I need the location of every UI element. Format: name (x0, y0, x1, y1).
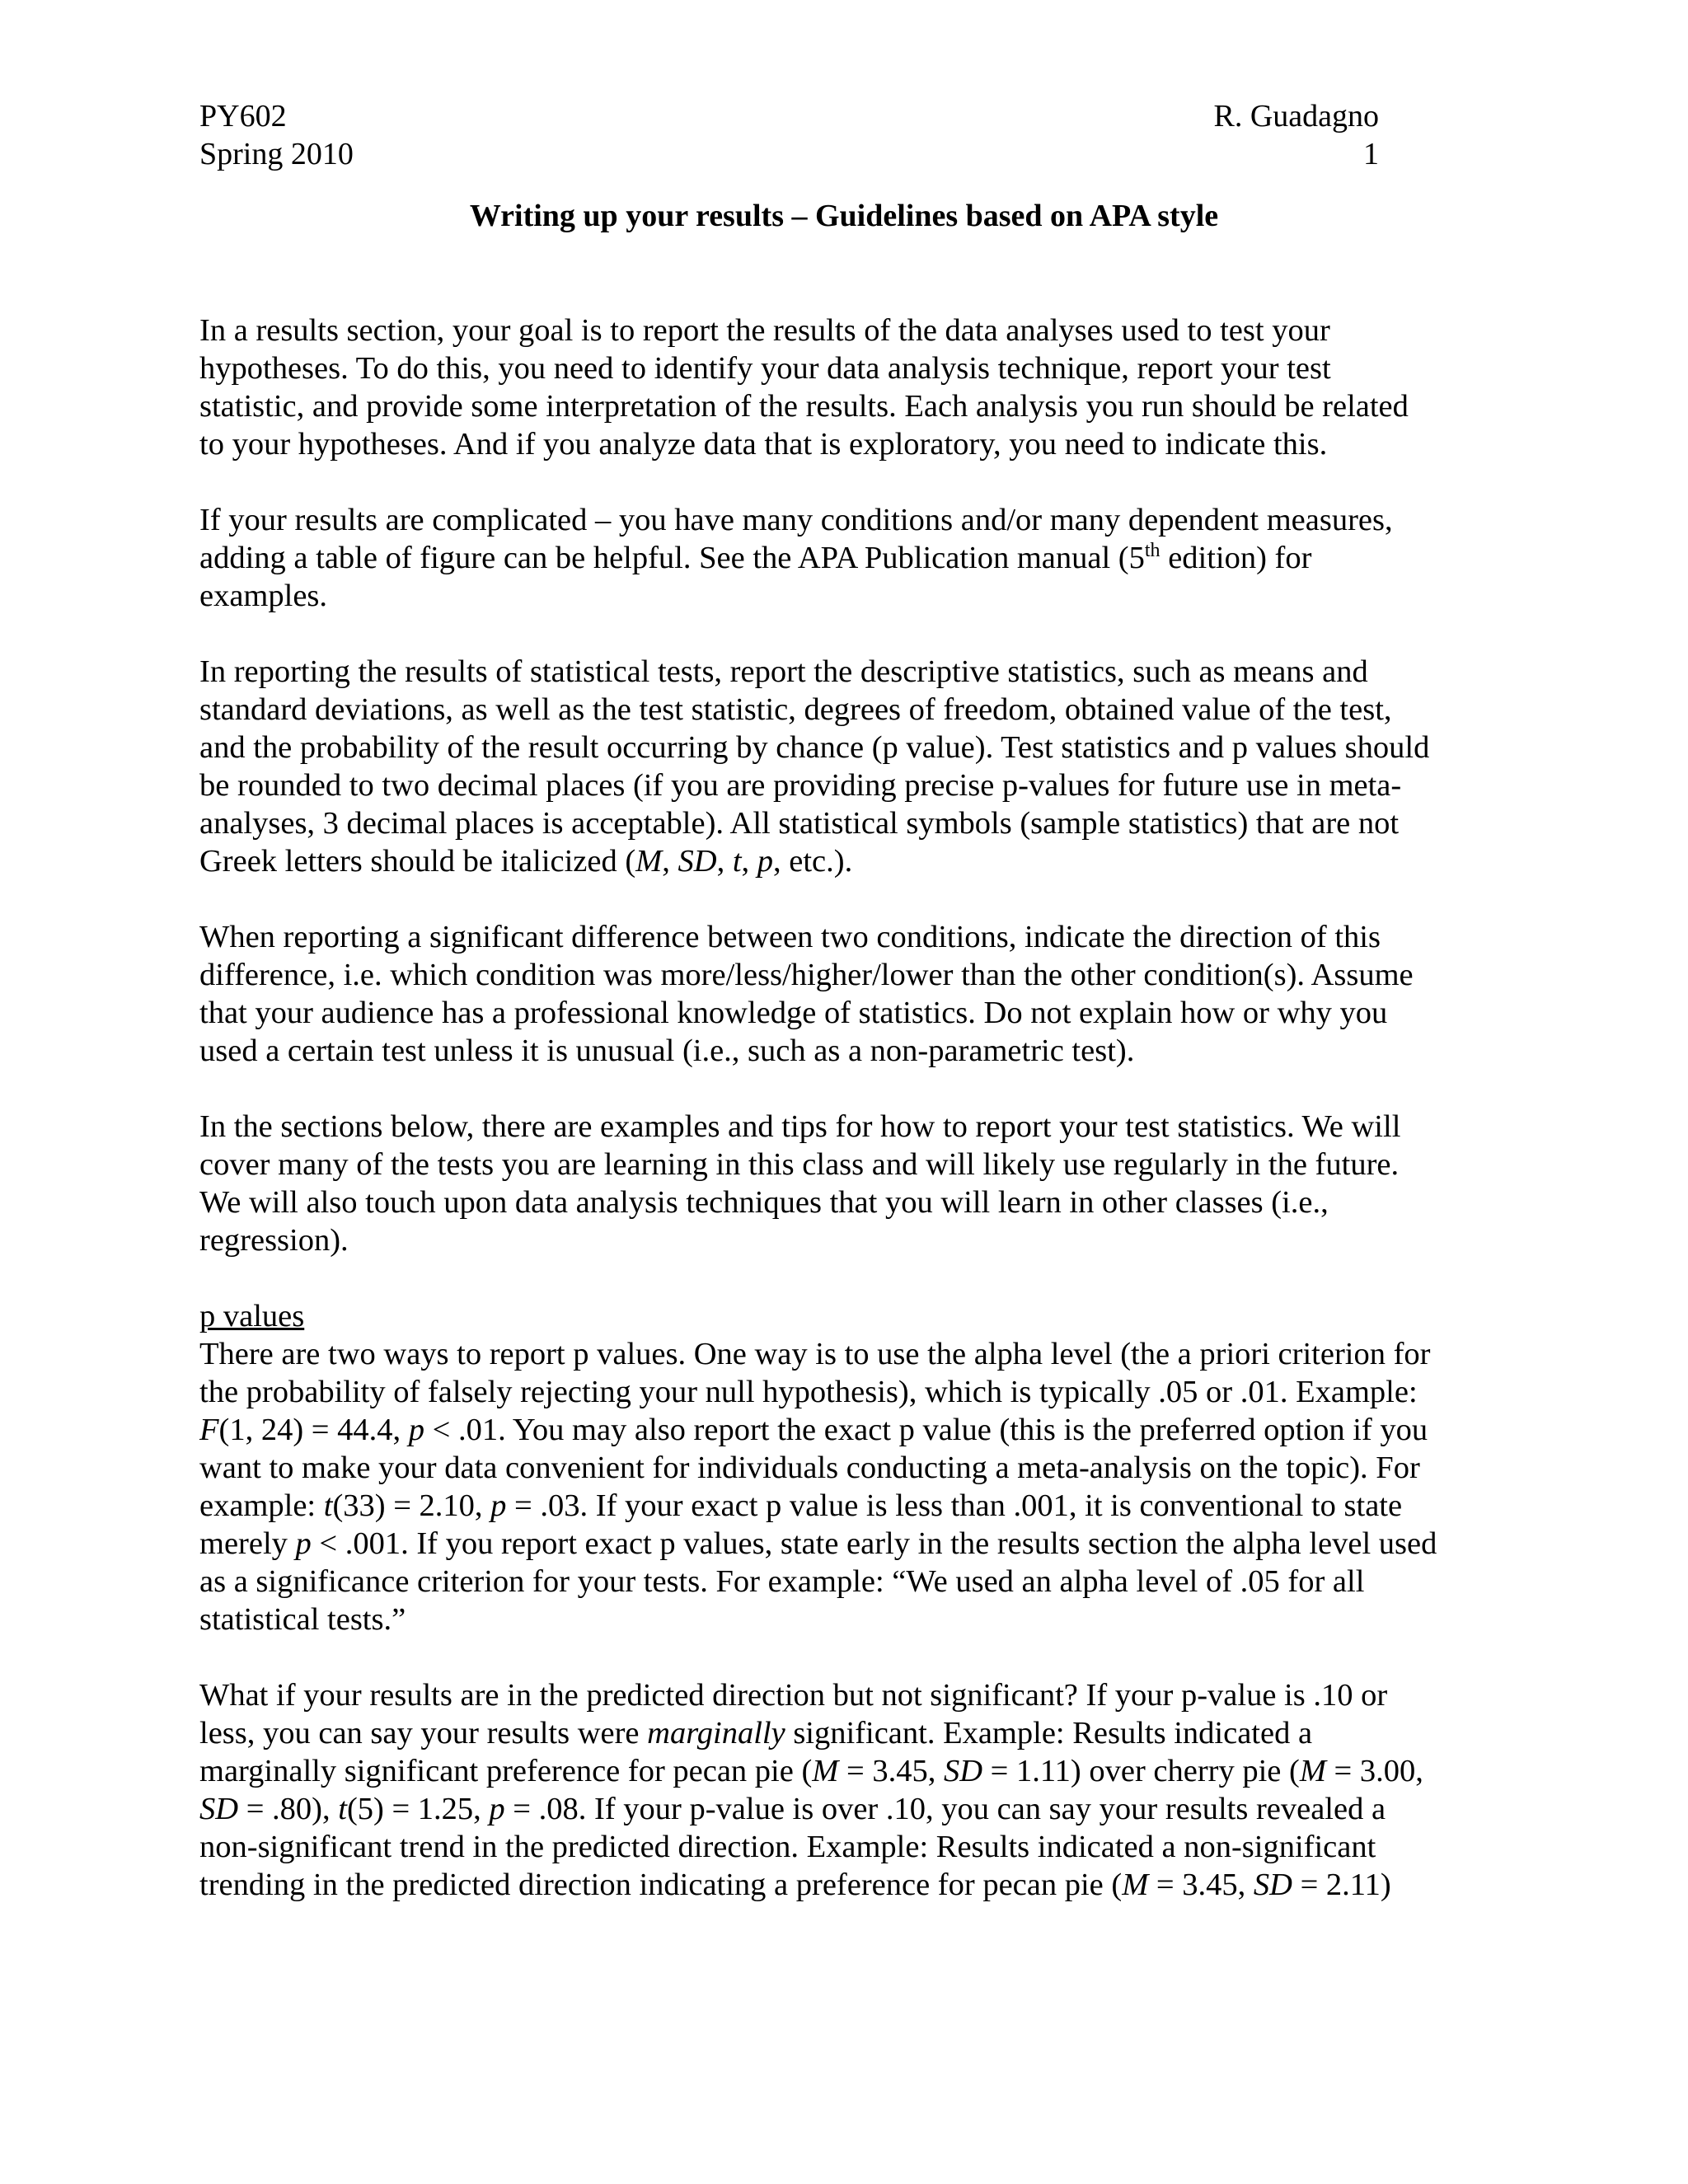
text-run: less, you can say your results were (199, 1716, 648, 1750)
text-line: cover many of the tests you are learning in this class and will likely use regularly in the future. (199, 1147, 1400, 1182)
text-line: There are two ways to report p values. One way is to use the alpha level (the a priori criterion for (199, 1337, 1431, 1371)
text-run: = 3.45, (1148, 1868, 1254, 1902)
section-heading-p-values: p values (199, 1299, 305, 1333)
text-line: and the probability of the result occurring by chance (p value). Test statistics and p values should (199, 730, 1430, 765)
paragraph-sections-below (199, 1108, 1502, 1259)
paragraph-reporting-statistics (199, 653, 1502, 880)
symbol-sd: SD (678, 844, 717, 879)
text-line: examples. (199, 579, 328, 613)
text-run: , (716, 844, 733, 879)
symbol-p: p (408, 1413, 425, 1447)
paragraph-significant-difference (199, 918, 1502, 1070)
text-line: What if your results are in the predicted direction but not significant? If your p-value is .10 or (199, 1678, 1388, 1713)
text-run: < .01. You may also report the exact p value (this is the preferred option if you (424, 1413, 1428, 1447)
symbol-mean: M (812, 1754, 839, 1788)
text-run: = 3.45, (838, 1754, 944, 1788)
text-line: We will also touch upon data analysis techniques that you will learn in other classes (i.e., (199, 1185, 1329, 1220)
text-line: regression). (199, 1223, 349, 1258)
text-line: used a certain test unless it is unusual (i.e., such as a non-parametric test). (199, 1033, 1135, 1068)
text-line (199, 1487, 1502, 1525)
symbol-f: F (199, 1413, 219, 1447)
text-run: , (662, 844, 678, 879)
symbol-p: p (757, 844, 774, 879)
text-line: the probability of falsely rejecting your null hypothesis), which is typically .05 or .01. Example: (199, 1375, 1418, 1409)
symbol-p: p (490, 1488, 507, 1523)
text-run: = 1.11) over cherry pie ( (982, 1754, 1300, 1788)
header-left (199, 97, 354, 173)
text-line (199, 1411, 1502, 1449)
text-line (199, 539, 1502, 577)
text-line: as a significance criterion for your tests. For example: “We used an alpha level of .05 for all (199, 1564, 1365, 1599)
text-run: adding a table of figure can be helpful. See the APA Publication manual (5 (199, 541, 1145, 575)
text-line: standard deviations, as well as the test statistic, degrees of freedom, obtained value of the test, (199, 692, 1392, 727)
text-line: to your hypotheses. And if you analyze data that is exploratory, you need to indicate this. (199, 427, 1328, 462)
text-run: < .001. If you report exact p values, state early in the results section the alpha level used (311, 1526, 1437, 1561)
text-line: When reporting a significant difference between two conditions, indicate the direction of this (199, 920, 1381, 954)
text-run: (1, 24) = 44.4, (218, 1413, 409, 1447)
superscript: th (1144, 540, 1160, 561)
header-right (1213, 97, 1379, 173)
text-line: difference, i.e. which condition was more/less/higher/lower than the other condition(s). Assume (199, 958, 1414, 992)
text-run: = 2.11) (1292, 1868, 1391, 1902)
text-run: , etc.). (773, 844, 853, 879)
text-run: = .08. If your p-value is over .10, you can say your results revealed a (504, 1792, 1386, 1826)
text-run: Greek letters should be italicized ( (199, 844, 636, 879)
symbol-p: p (295, 1526, 312, 1561)
text-run: edition) for (1160, 541, 1312, 575)
text-run: marginally significant preference for pecan pie ( (199, 1754, 813, 1788)
text-line (199, 1752, 1502, 1790)
text-run: merely (199, 1526, 296, 1561)
text-line (199, 1866, 1502, 1904)
text-run: , (741, 844, 757, 879)
text-line: In a results section, your goal is to report the results of the data analyses used to test your (199, 313, 1330, 348)
text-run: (5) = 1.25, (346, 1792, 490, 1826)
symbol-sd: SD (943, 1754, 983, 1788)
text-line: that your audience has a professional knowledge of statistics. Do not explain how or why you (199, 996, 1388, 1030)
symbol-mean: M (1122, 1868, 1149, 1902)
symbol-p: p (489, 1792, 505, 1826)
author-name: R. Guadagno (1213, 99, 1379, 134)
text-run: = .03. If your exact p value is less than .001, it is conventional to state (506, 1488, 1403, 1523)
document-body (199, 312, 1502, 1904)
symbol-mean: M (635, 844, 663, 879)
text-line: analyses, 3 decimal places is acceptable). All statistical symbols (sample statistics) that are not (199, 806, 1400, 841)
emphasis-text: marginally (647, 1716, 785, 1750)
text-line (199, 1525, 1502, 1563)
text-line: statistical tests.” (199, 1602, 406, 1637)
symbol-sd: SD (1253, 1868, 1292, 1902)
text-line: be rounded to two decimal places (if you are providing precise p-values for future use in meta- (199, 768, 1402, 803)
section-p-values (199, 1297, 1502, 1638)
text-line (199, 1714, 1502, 1752)
course-code: PY602 (199, 99, 287, 134)
text-run: trending in the predicted direction indicating a preference for pecan pie ( (199, 1868, 1123, 1902)
paragraph-intro (199, 312, 1502, 463)
symbol-t: t (732, 844, 742, 879)
text-line: hypotheses. To do this, you need to identify your data analysis technique, report your test (199, 351, 1331, 386)
text-line: non-significant trend in the predicted direction. Example: Results indicated a non-significant (199, 1830, 1376, 1864)
text-line: want to make your data convenient for individuals conducting a meta-analysis on the topic). For (199, 1451, 1420, 1485)
symbol-sd: SD (199, 1792, 239, 1826)
paragraph-marginal-significance (199, 1676, 1502, 1904)
page-number: 1 (1363, 137, 1379, 171)
paragraph-complicated-results (199, 501, 1502, 615)
text-line (199, 842, 1502, 880)
text-line: statistic, and provide some interpretation of the results. Each analysis you run should be related (199, 389, 1409, 424)
text-run: significant. Example: Results indicated a (785, 1716, 1313, 1750)
text-run: example: (199, 1488, 324, 1523)
symbol-mean: M (1299, 1754, 1326, 1788)
text-line: If your results are complicated – you have many conditions and/or many dependent measures, (199, 503, 1393, 537)
text-line: In reporting the results of statistical tests, report the descriptive statistics, such as means and (199, 654, 1368, 689)
term: Spring 2010 (199, 137, 354, 171)
text-run: = .80), (238, 1792, 339, 1826)
text-run: (33) = 2.10, (332, 1488, 491, 1523)
text-line (199, 1790, 1502, 1828)
symbol-t: t (338, 1792, 347, 1826)
text-run: = 3.00, (1325, 1754, 1423, 1788)
text-line: In the sections below, there are examples and tips for how to report your test statistics. We will (199, 1109, 1401, 1144)
document-title: Writing up your results – Guidelines based on APA style (469, 199, 1219, 233)
symbol-t: t (323, 1488, 333, 1523)
